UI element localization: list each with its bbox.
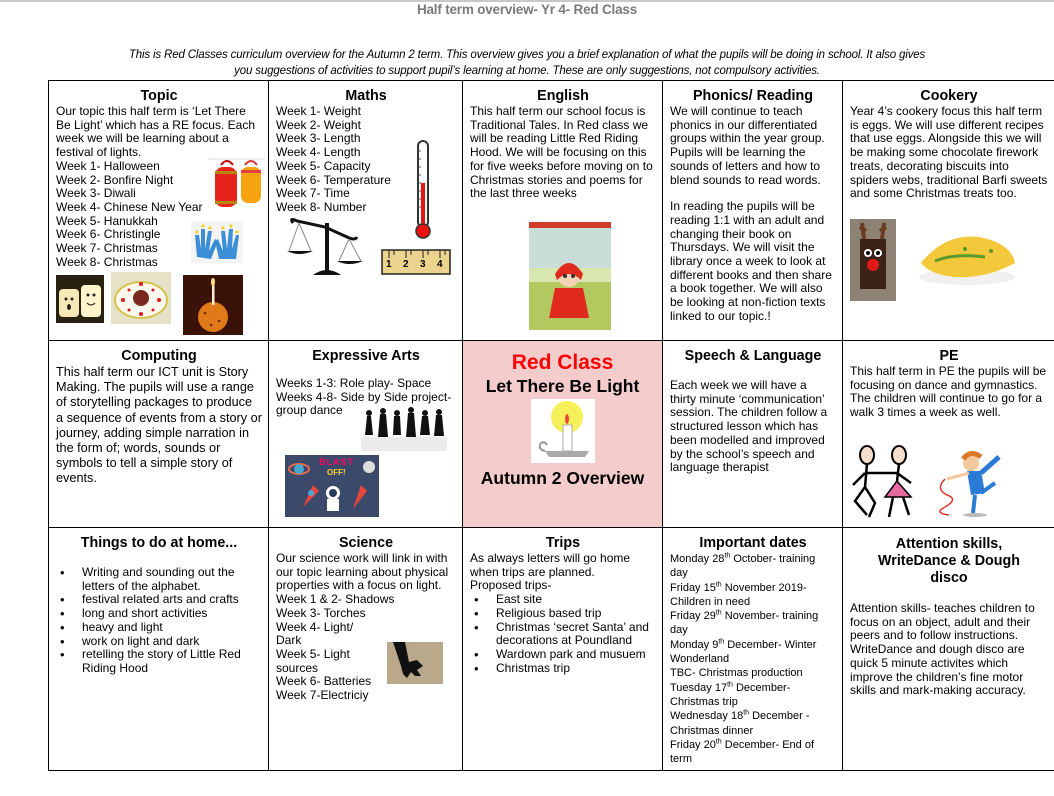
overview-title: Autumn 2 Overview [480, 468, 645, 488]
list-item: • retelling the story of Little Red Riding Hood [56, 648, 262, 675]
date-entry [670, 638, 836, 652]
dancers-image [361, 405, 447, 451]
list-item: • festival related arts and crafts [56, 593, 262, 607]
computing-cell [49, 341, 269, 528]
science-heading: Science [338, 535, 394, 551]
maths-heading: Maths [345, 88, 387, 104]
class-name: Red Class [511, 351, 614, 374]
dancers-icon [361, 405, 447, 451]
list-line: Week 4- Length [276, 145, 361, 160]
list-item: • Christmas ‘secret Santa’ and decorations at Poundland [470, 621, 656, 648]
date-text: December - [749, 710, 810, 723]
speech-text: Each week we will have a thirty minute ‘communication’ session. The children follow a structured lesson which has been modelled and improved by the school’s speech and language therapist [670, 378, 828, 475]
topic-heading: Topic [140, 88, 178, 104]
date-ordinal: th [715, 609, 722, 617]
date-text: December- [732, 681, 791, 694]
shadow-hand-icon [387, 642, 443, 684]
date-text: Wonderland [670, 653, 730, 666]
list-line: Week 3- Length [276, 131, 361, 146]
hands-image [191, 221, 243, 263]
home-activities-cell [49, 528, 269, 771]
date-ordinal: th [718, 638, 725, 646]
candle-icon [531, 399, 595, 463]
list-line: Week 5- Hanukkah [56, 213, 158, 228]
date-entry [670, 724, 836, 738]
stick-dancers-image [849, 445, 919, 519]
list-item: • work on light and dark [56, 635, 262, 649]
english-cell [463, 81, 663, 341]
intro-line-2: you suggestions of activities to support pupil’s learning at home. These are only suggestions, not compulsory activities. [234, 65, 820, 77]
document-title: Half term overview- Yr 4- Red Class [416, 2, 638, 17]
date-text: Wednesday 18 [670, 710, 744, 723]
dates-heading: Important dates [699, 535, 807, 551]
ghost-icon [56, 275, 104, 323]
ruler-mark: 2 [403, 259, 409, 270]
lantern-icon [209, 157, 265, 213]
list-line: Week 1- Halloween [56, 158, 160, 173]
thermometer-icon [411, 139, 435, 241]
intro-line-1: This is Red Classes curriculum overview for the Autumn 2 term. This overview gives you a brief explanation of what the pupils will be doing in school. It also gives [128, 49, 926, 61]
list-line: Week 1- Weight [276, 104, 361, 118]
date-ordinal: th [743, 709, 750, 717]
english-text: This half term our school focus is Traditional Tales. In Red class we will be reading Little Red Riding Hood. We will be focusing on this for five weeks before moving on to Christmas stories and poems for the last three weeks [470, 104, 653, 201]
attention-para-1: Attention skills- teaches children to focus on an object, adult and their peers and to follow instructions. [850, 601, 1035, 643]
speech-heading: Speech & Language [684, 348, 822, 364]
date-text: Friday 29 [670, 610, 716, 623]
phonics-cell [663, 81, 843, 341]
omelette-image [915, 227, 1017, 289]
list-item: • Christmas trip [470, 662, 656, 676]
poster-title: BLAST [319, 457, 354, 467]
date-entry [670, 609, 836, 638]
list-line: Week 4- Light/ [276, 619, 354, 634]
date-entry [670, 652, 836, 666]
list-line: Week 2- Weight [276, 117, 361, 132]
science-cell [269, 528, 463, 771]
date-text: TBC- Christmas production [670, 667, 803, 680]
reindeer-icon [850, 219, 896, 301]
ruler-image [381, 249, 451, 275]
list-line: Week 7-Electriciy [276, 688, 369, 703]
blast-off-poster [285, 455, 379, 517]
date-text: Friday 15 [670, 581, 716, 594]
scales-image [285, 217, 369, 279]
red-riding-hood-icon [529, 222, 611, 330]
red-riding-hood-image [529, 222, 611, 330]
topic-intro: Our topic this half term is ‘Let There Be Light’ which has a RE focus. Each week we will be learning about a festival of lights. [56, 104, 255, 160]
balance-scale-icon [285, 217, 369, 279]
expressive-arts-cell [269, 341, 463, 528]
phonics-para-2: In reading the pupils will be reading 1:1 with an adult and changing their book on Thursdays. We will visit the library once a week to look at different books and then share a book together. We will also be looking at non-fiction texts linked to our topic.! [670, 199, 832, 323]
gymnast-image [925, 449, 1013, 519]
date-text: November 2019- [721, 581, 807, 594]
list-item: • Wardown park and musuem [470, 648, 656, 662]
arts-line-1: Weeks 1-3: Role play- Space [276, 376, 432, 390]
computing-heading: Computing [121, 348, 197, 364]
diwali-diya-image [111, 272, 171, 324]
date-text: Friday 20 [670, 738, 716, 751]
arts-heading: Expressive Arts [312, 348, 420, 364]
christingle-icon [183, 275, 243, 335]
trips-cell [463, 528, 663, 771]
lanterns-image [209, 157, 265, 213]
date-ordinal: th [715, 738, 722, 746]
date-text: Christmas trip [670, 695, 738, 708]
thermometer-image [411, 139, 435, 241]
cookery-heading: Cookery [920, 88, 978, 104]
date-text: October- training day [670, 553, 816, 580]
date-entry [670, 681, 836, 695]
cookery-text: Year 4’s cookery focus this half term is eggs. We will use different recipes that use eggs. Alongside this we will be making some chocolate firework treats, decorating biscuits into spiders webs, traditional Barfi sweets and some Christmas treats too. [850, 104, 1048, 201]
list-item: • Religious based trip [470, 607, 656, 621]
list-line: Dark [276, 633, 302, 648]
trips-heading: Trips [545, 535, 581, 551]
shadow-hand-image [387, 642, 443, 684]
ruler-mark: 1 [386, 259, 392, 270]
date-entry [670, 552, 836, 581]
phonics-para-1: We will continue to teach phonics in our differentiated groups within the year group. Pupils will be learning the sounds of letters and how to blend sounds to read words. [670, 104, 825, 187]
date-text: Monday 28 [670, 553, 725, 565]
date-entry [670, 581, 836, 595]
pe-line-2: The children will continue to go for a walk 3 times a week as well. [850, 391, 1043, 420]
topic-cell [49, 81, 269, 341]
list-item: • heavy and light [56, 621, 262, 635]
list-line: Week 8- Christmas [56, 254, 158, 269]
list-line: Week 7- Time [276, 186, 350, 201]
cookery-cell [843, 81, 1054, 341]
list-item: • East site [470, 593, 656, 607]
speech-language-cell [663, 341, 843, 528]
important-dates-cell [663, 528, 843, 771]
home-heading: Things to do at home... [80, 535, 238, 551]
reindeer-treat-image [850, 219, 896, 301]
list-line: sources [276, 660, 319, 675]
list-line: Week 6- Temperature [276, 172, 391, 187]
gymnast-icon [925, 449, 1013, 519]
list-line: Week 3- Diwali [56, 186, 136, 201]
date-text: December- End of term [670, 738, 815, 766]
ruler-mark: 3 [420, 259, 426, 270]
class-title-cell [463, 341, 663, 528]
stick-figures-icon [849, 445, 919, 519]
date-text: Monday 9 [670, 638, 719, 651]
date-text: December- Winter [724, 638, 817, 651]
list-line: Week 3- Torches [276, 605, 366, 620]
computing-text: This half term our ICT unit is Story Making. The pupils will use a range of storytelling packages to produce a sequence of events from a story or journey, adding simple narration in the form of; words, sounds or symbols to tell a simple story of events. [56, 365, 262, 486]
pe-line-1: This half term in PE the pupils will be focusing on dance and gymnastics. [850, 364, 1047, 392]
arts-line-2: Weeks 4-8- Side by Side project-group dance [276, 389, 452, 418]
list-line: Week 5- Capacity [276, 158, 371, 173]
pe-heading: PE [939, 348, 959, 364]
date-ordinal: th [715, 580, 722, 588]
trips-list [470, 593, 656, 675]
list-item: • Writing and sounding out the letters of the alphabet. [56, 566, 262, 593]
english-heading: English [537, 88, 589, 104]
hands-icon [191, 221, 243, 263]
overview-grid [48, 80, 1054, 771]
list-line: Week 6- Batteries [276, 674, 372, 689]
date-entry [670, 595, 836, 609]
candle-image [531, 399, 595, 463]
date-ordinal: th [727, 681, 733, 689]
dates-list [670, 552, 836, 766]
home-list [56, 566, 262, 676]
attention-heading: Attention skills, WriteDance & Dough disco [878, 536, 1020, 586]
phonics-heading: Phonics/ Reading [693, 88, 813, 104]
theme-title: Let There Be Light [485, 376, 640, 396]
attention-para-2: WriteDance and dough disco are quick 5 minute activites which improve the children’s fine motor skills and mark-making accuracy. [850, 642, 1026, 698]
poster-subtitle: OFF! [327, 468, 346, 477]
attention-skills-cell [843, 528, 1054, 771]
ghost-lanterns-image [56, 275, 104, 323]
list-line: Week 4- Chinese New Year [56, 199, 203, 214]
trips-proposed-label: Proposed trips- [470, 578, 552, 593]
ruler-mark: 4 [437, 259, 443, 270]
list-line: Week 8- Number [276, 199, 367, 214]
date-entry [670, 695, 836, 709]
date-entry [670, 709, 836, 723]
date-entry [670, 666, 836, 680]
diya-icon [111, 272, 171, 324]
date-ordinal: th [724, 552, 731, 560]
date-text: Tuesday 17 [670, 681, 728, 694]
list-line: Week 2- Bonfire Night [56, 172, 174, 187]
science-intro: Our science work will link in with our topic learning about physical properties with a focus on light. [276, 551, 449, 593]
date-entry [670, 738, 836, 767]
date-text: Christmas dinner [670, 724, 754, 737]
date-text: November- training day [670, 610, 819, 637]
list-line: Week 7- Christmas [56, 241, 158, 256]
christingle-image [183, 275, 243, 335]
list-line: Week 6- Christingle [56, 227, 161, 242]
intro-text [60, 47, 994, 79]
pe-cell [843, 341, 1054, 528]
date-text: Children in need [670, 595, 751, 608]
list-line: Week 5- Light [276, 646, 350, 661]
trips-intro: As always letters will go home when trips are planned. [470, 551, 631, 579]
maths-cell [269, 81, 463, 341]
list-item: • long and short activities [56, 607, 262, 621]
list-line: Week 1 & 2- Shadows [276, 592, 395, 607]
omelette-icon [915, 227, 1017, 289]
